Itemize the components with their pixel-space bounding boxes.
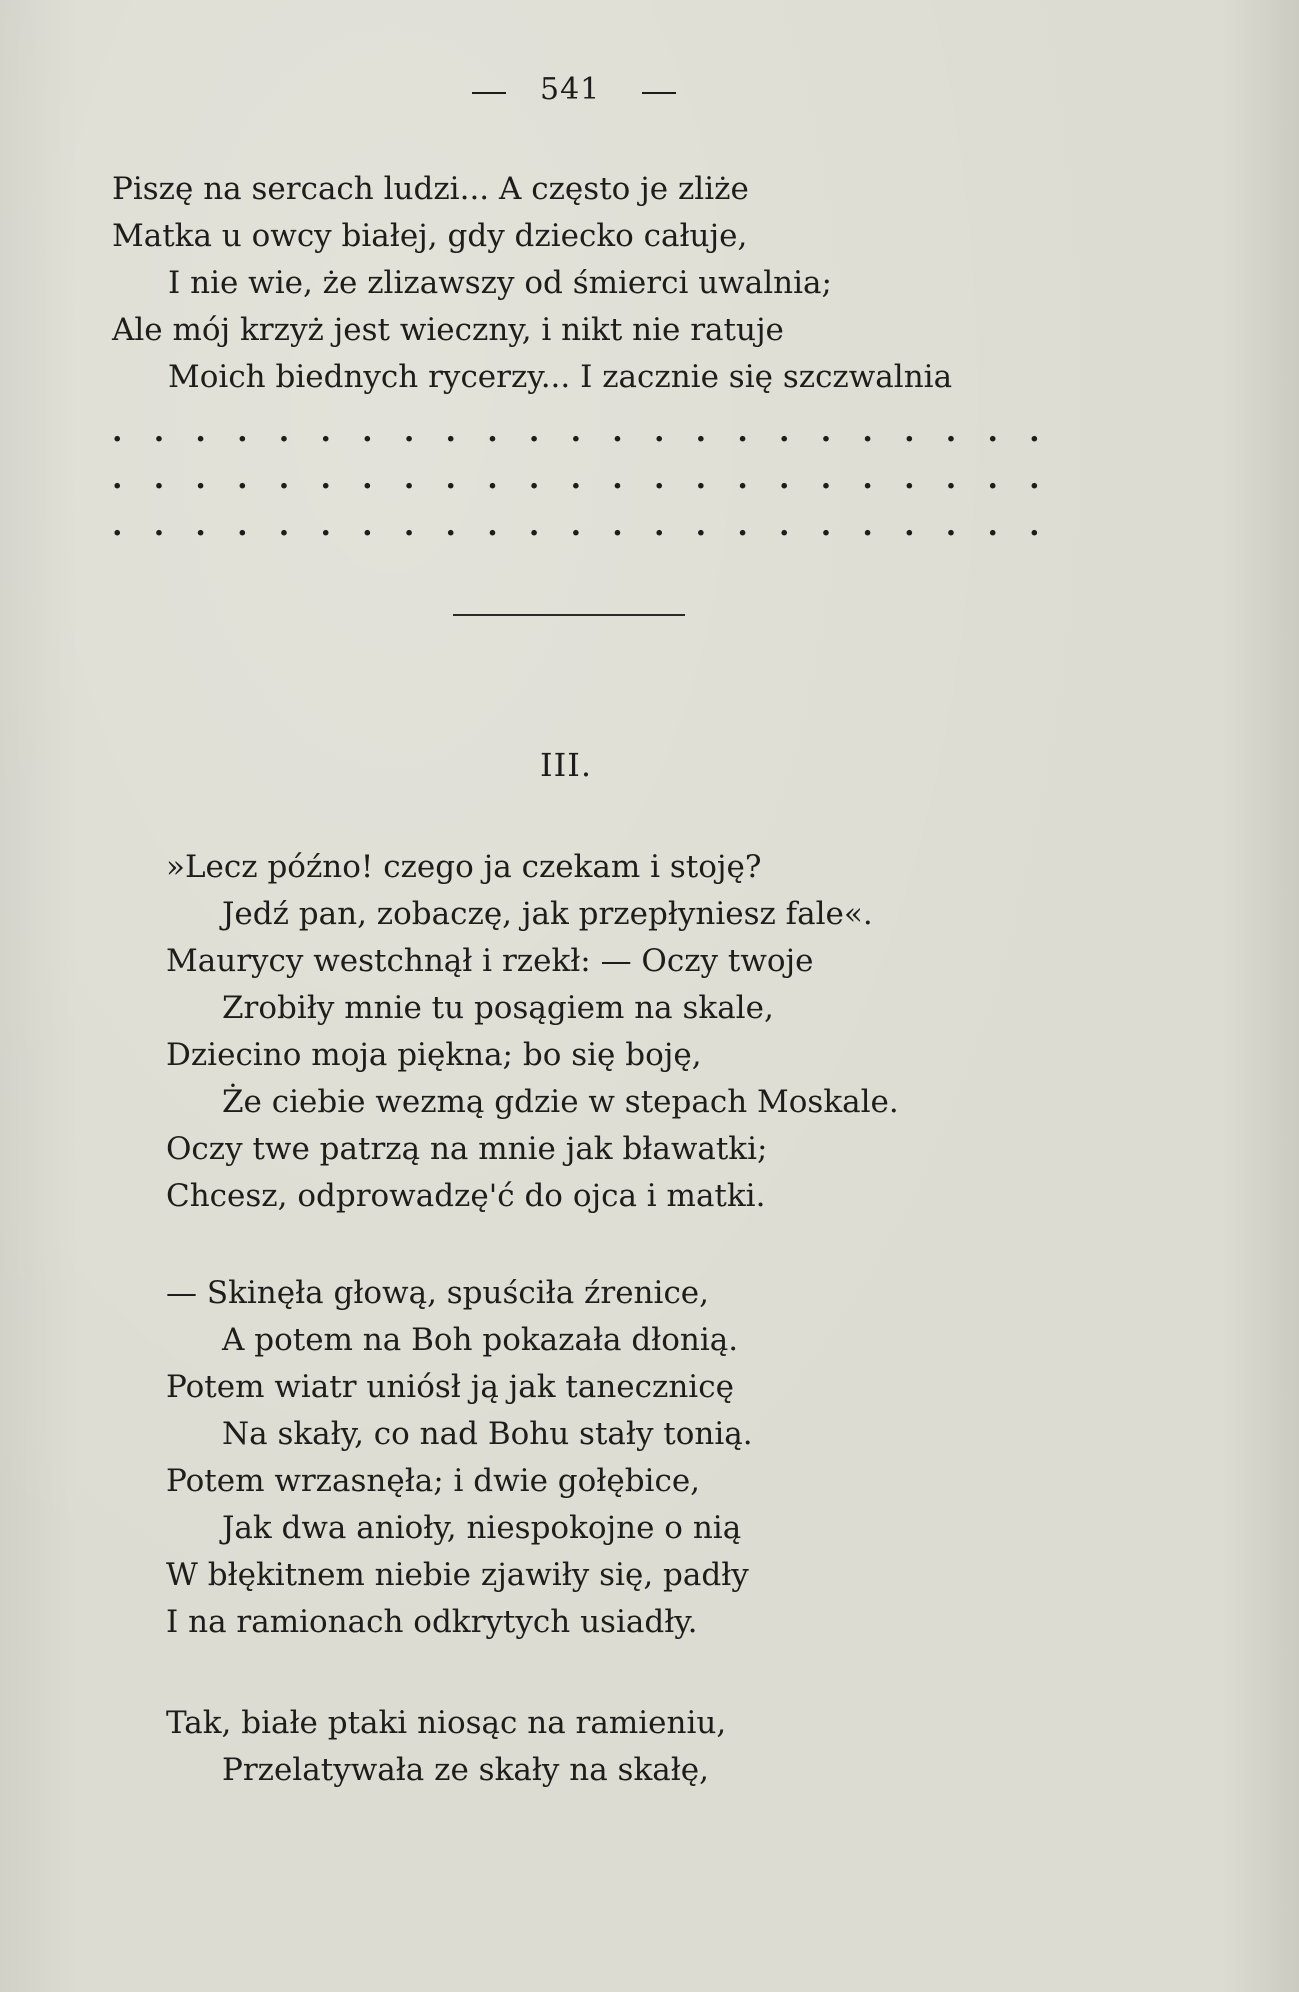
verse-line: Moich biednych rycerzy... I zacznie się szczwalnia: [168, 359, 953, 395]
verse-line: Chcesz, odprowadzę'ć do ojca i matki.: [166, 1178, 766, 1214]
stanza-3: [166, 1700, 726, 1794]
stanza-top: [112, 166, 952, 401]
verse-line: Oczy twe patrzą na mnie jak bławatki;: [166, 1131, 768, 1167]
page-number: 541: [540, 72, 601, 107]
verse-line: A potem na Boh pokazała dłonią.: [222, 1322, 739, 1358]
verse-line: Potem wrzasnęła; i dwie gołębice,: [166, 1463, 701, 1499]
verse-line: Ale mój krzyż jest wieczny, i nikt nie ratuje: [112, 312, 784, 348]
verse-line: Jedź pan, zobaczę, jak przepłyniesz fale«.: [222, 896, 873, 932]
section-divider: [453, 614, 685, 616]
ellipsis-row: . . . . . . . . . . . . . . . . . . . . . . .: [112, 461, 1050, 496]
stanza-2: [166, 1270, 753, 1646]
verse-line: Potem wiatr uniósł ją jak tanecznicę: [166, 1369, 734, 1405]
header-dash-left: [472, 92, 506, 94]
verse-line: Matka u owcy białej, gdy dziecko całuje,: [112, 218, 748, 254]
verse-line: I na ramionach odkrytych usiadły.: [166, 1604, 698, 1640]
verse-line: I nie wie, że zlizawszy od śmierci uwalnia;: [168, 265, 832, 301]
verse-line: Jak dwa anioły, niespokojne o nią: [222, 1510, 742, 1546]
verse-line: Na skały, co nad Bohu stały tonią.: [222, 1416, 753, 1452]
stanza-1: [166, 844, 899, 1220]
ellipsis-row: . . . . . . . . . . . . . . . . . . . . . . .: [112, 508, 1050, 543]
verse-line: W błękitnem niebie zjawiły się, padły: [166, 1557, 749, 1593]
section-number: III.: [540, 746, 593, 784]
verse-line: Zrobiły mnie tu posągiem na skale,: [222, 990, 774, 1026]
verse-line: Maurycy westchnął i rzekł: — Oczy twoje: [166, 943, 814, 979]
verse-line: Że ciebie wezmą gdzie w stepach Moskale.: [222, 1084, 899, 1120]
ellipsis-block: [112, 408, 1050, 549]
header-dash-right: [642, 92, 676, 94]
verse-line: — Skinęła głową, spuściła źrenice,: [166, 1275, 709, 1311]
verse-line: »Lecz późno! czego ja czekam i stoję?: [166, 849, 762, 885]
verse-line: Tak, białe ptaki niosąc na ramieniu,: [166, 1705, 727, 1741]
ellipsis-row: . . . . . . . . . . . . . . . . . . . . . . .: [112, 414, 1050, 449]
verse-line: Dziecino moja piękna; bo się boję,: [166, 1037, 702, 1073]
verse-line: Przelatywała ze skały na skałę,: [222, 1752, 709, 1788]
verse-line: Piszę na sercach ludzi... A często je zliże: [112, 171, 749, 207]
